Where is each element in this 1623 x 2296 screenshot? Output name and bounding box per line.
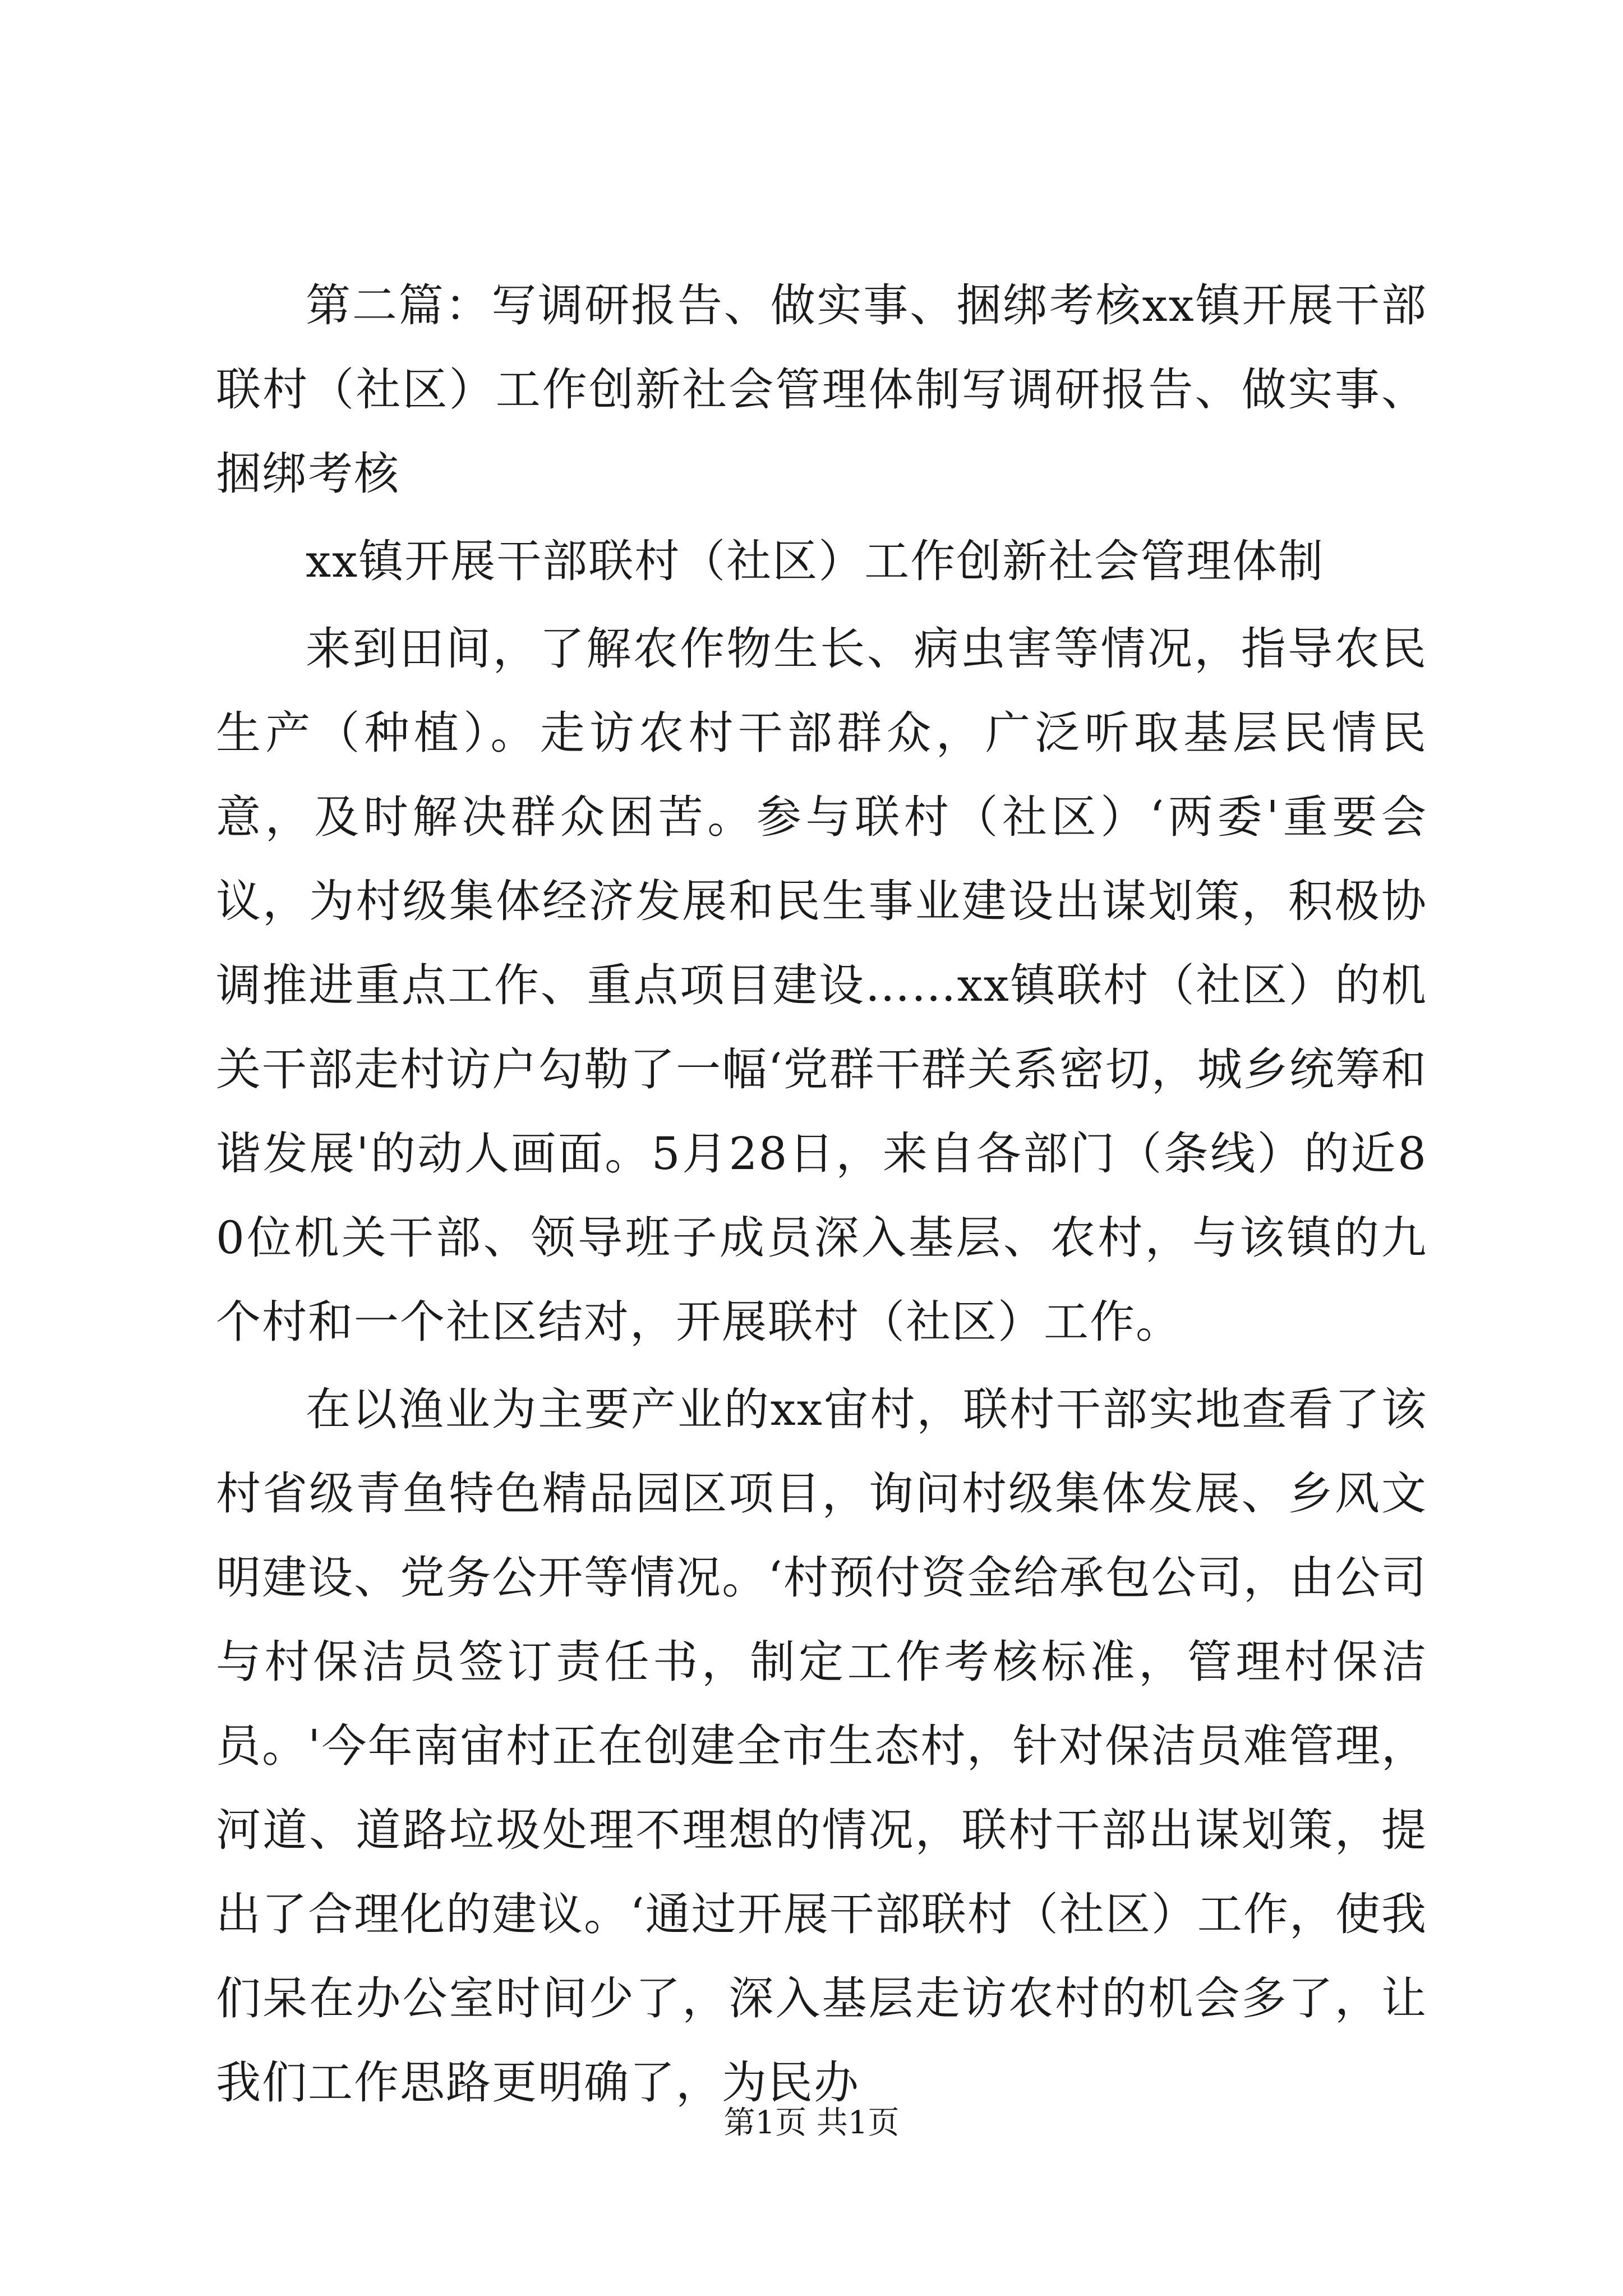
- body-paragraph: 在以渔业为主要产业的xx宙村，联村干部实地查看了该村省级青鱼特色精品园区项目，询问村级集体发展、乡风文明建设、党务公开等情况。‘村预付资金给承包公司，由公司与村保洁员签订责任书，制定工作考核标准，管理村保洁员。'今年南宙村正在创建全市生态村，针对保洁员难管理，河道、道路垃圾处理不理想的情况，联村干部出谋划策，提出了合理化的建议。‘通过开展干部联村（社区）工作，使我们呆在办公室时间少了，深入基层走访农村的机会多了，让我们工作思路更明确了，为民办: [216, 1383, 1427, 2109]
- document-body: [216, 264, 1427, 2125]
- body-paragraph: 来到田间，了解农作物生长、病虫害等情况，指导农民生产（种植）。走访农村干部群众，广泛听取基层民情民意，及时解决群众困苦。参与联村（社区）‘两委'重要会议，为村级集体经济发展和民生事业建设出谋划策，积极协调推进重点工作、重点项目建设……xx镇联村（社区）的机关干部走村访户勾勒了一幅‘党群干群关系密切，城乡统筹和谐发展'的动人画面。5月28日，来自各部门（条线）的近80位机关干部、领导班子成员深入基层、农村，与该镇的九个村和一个社区结对，开展联村（社区）工作。: [216, 623, 1427, 1348]
- article-title: xx镇开展干部联村（社区）工作创新社会管理体制: [306, 535, 1325, 587]
- page-footer: 第1页 共1页: [723, 2105, 900, 2141]
- section-heading: 第二篇：写调研报告、做实事、捆绑考核xx镇开展干部联村（社区）工作创新社会管理体制写调研报告、做实事、捆绑考核: [216, 279, 1427, 500]
